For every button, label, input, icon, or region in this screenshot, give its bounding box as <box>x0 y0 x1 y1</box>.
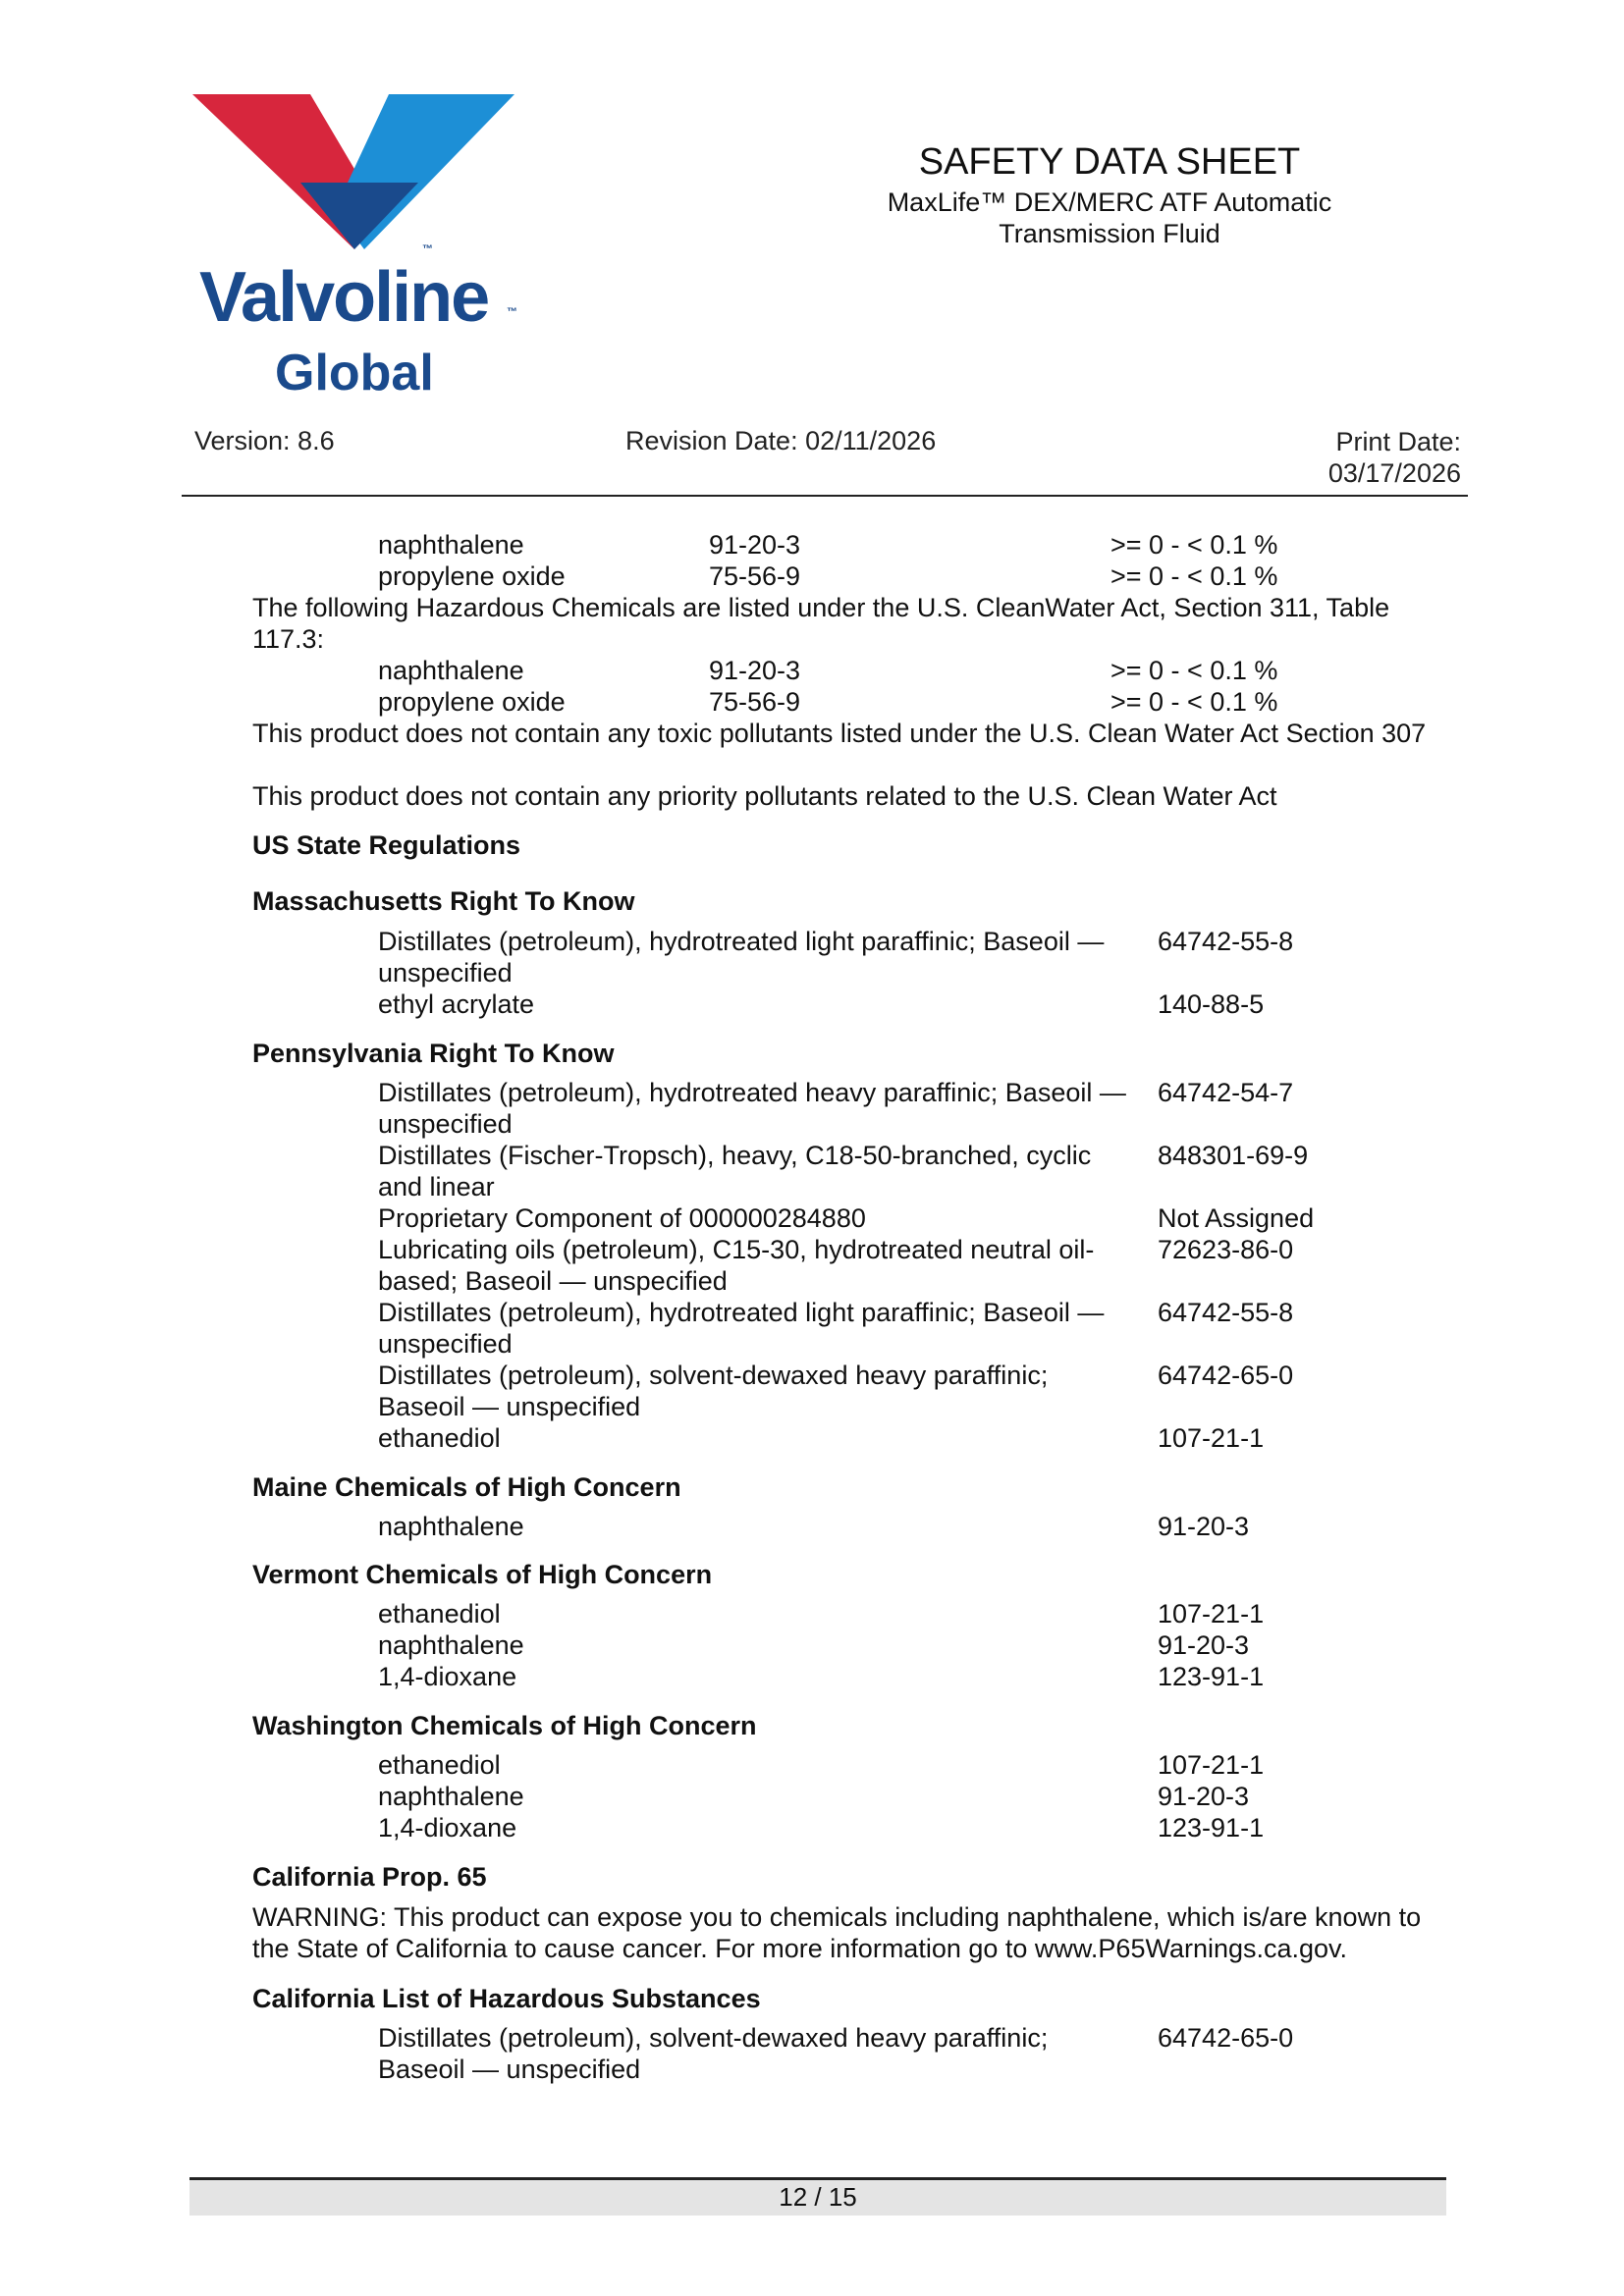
vt-item-name-2: 1,4-dioxane <box>378 1662 517 1691</box>
wa-item-name-1: naphthalene <box>378 1782 524 1811</box>
product-name-line2: Transmission Fluid <box>999 219 1220 248</box>
version: Version: 8.6 <box>194 426 335 455</box>
list-b-name-0: naphthalene <box>378 656 524 685</box>
print-date-value: 03/17/2026 <box>1327 458 1461 488</box>
ma-item-cas-1: 140-88-5 <box>1158 989 1265 1019</box>
cwa-priority-text: This product does not contain any priority pollutants related to the U.S. Clean Water Act <box>252 781 1277 811</box>
pa-item-cas-0: 64742-54-7 <box>1158 1078 1294 1107</box>
california-hazardous-heading: California List of Hazardous Substances <box>252 1984 761 2013</box>
vermont-heading: Vermont Chemicals of High Concern <box>252 1560 713 1589</box>
pa-item-name-2: Proprietary Component of 000000284880 <box>378 1203 866 1233</box>
california-prop65-heading: California Prop. 65 <box>252 1862 487 1892</box>
pa-item-name-0: Distillates (petroleum), hydrotreated heavy paraffinic; Baseoil — unspecified <box>378 1078 1126 1139</box>
wa-item-name-0: ethanediol <box>378 1750 501 1780</box>
vt-item-cas-0: 107-21-1 <box>1158 1599 1265 1629</box>
pa-item-name-6: ethanediol <box>378 1423 501 1453</box>
pa-item-cas-2: Not Assigned <box>1158 1203 1315 1233</box>
list-b-cas-0: 91-20-3 <box>709 656 801 685</box>
list-a-conc-0: >= 0 - < 0.1 % <box>1110 530 1278 560</box>
wa-item-cas-1: 91-20-3 <box>1158 1782 1250 1811</box>
vt-item-name-1: naphthalene <box>378 1630 524 1660</box>
page-number: 12 / 15 <box>779 2182 857 2212</box>
list-a-conc-1: >= 0 - < 0.1 % <box>1110 561 1278 591</box>
list-b-conc-0: >= 0 - < 0.1 % <box>1110 656 1278 685</box>
revision-date: Revision Date: 02/11/2026 <box>625 426 937 455</box>
ma-item-name-1: ethyl acrylate <box>378 989 535 1019</box>
list-b-cas-1: 75-56-9 <box>709 687 801 717</box>
print-date-label: Print Date: <box>1335 427 1461 456</box>
pa-item-cas-5: 64742-65-0 <box>1158 1361 1294 1390</box>
product-name <box>815 187 1404 249</box>
ma-item-name-0: Distillates (petroleum), hydrotreated light paraffinic; Baseoil — unspecified <box>378 927 1105 988</box>
cahs-item-name-0: Distillates (petroleum), solvent-dewaxed heavy paraffinic; Baseoil — unspecified <box>378 2023 1049 2084</box>
logo-navy-center <box>300 183 418 249</box>
pa-item-cas-4: 64742-55-8 <box>1158 1298 1294 1327</box>
print-date <box>1328 426 1461 489</box>
product-name-line1: MaxLife™ DEX/MERC ATF Automatic <box>887 187 1332 217</box>
brand-name-tm: ™ <box>507 306 517 318</box>
list-a-name-0: naphthalene <box>378 530 524 560</box>
ma-item-cas-0: 64742-55-8 <box>1158 927 1294 956</box>
us-state-regulations-heading: US State Regulations <box>252 830 521 860</box>
valvoline-logo-mark-icon <box>192 94 516 251</box>
massachusetts-heading: Massachusetts Right To Know <box>252 886 635 916</box>
list-b-name-1: propylene oxide <box>378 687 566 717</box>
cahs-item-cas-0: 64742-65-0 <box>1158 2023 1294 2053</box>
pa-item-cas-6: 107-21-1 <box>1158 1423 1265 1453</box>
list-a-cas-1: 75-56-9 <box>709 561 801 591</box>
list-a-cas-0: 91-20-3 <box>709 530 801 560</box>
pa-item-cas-1: 848301-69-9 <box>1158 1141 1309 1170</box>
california-prop65-warning: WARNING: This product can expose you to chemicals including naphthalene, which is/are known to the State of California to cause cancer. For more information go to www.P65Warnings.ca.gov. <box>252 1902 1422 1963</box>
washington-heading: Washington Chemicals of High Concern <box>252 1711 757 1740</box>
vt-item-cas-2: 123-91-1 <box>1158 1662 1265 1691</box>
pa-item-cas-3: 72623-86-0 <box>1158 1235 1294 1264</box>
pa-item-name-1: Distillates (Fischer-Tropsch), heavy, C18-50-branched, cyclic and linear <box>378 1141 1092 1201</box>
wa-item-cas-2: 123-91-1 <box>1158 1813 1265 1842</box>
pa-item-name-3: Lubricating oils (petroleum), C15-30, hydrotreated neutral oil-based; Baseoil — unspecified <box>378 1235 1095 1296</box>
wa-item-cas-0: 107-21-1 <box>1158 1750 1265 1780</box>
pa-item-name-5: Distillates (petroleum), solvent-dewaxed heavy paraffinic; Baseoil — unspecified <box>378 1361 1049 1421</box>
list-a-name-1: propylene oxide <box>378 561 566 591</box>
logo-mark-tm: ™ <box>422 243 433 255</box>
vt-item-cas-1: 91-20-3 <box>1158 1630 1250 1660</box>
cwa311-text: The following Hazardous Chemicals are listed under the U.S. CleanWater Act, Section 311, Table 117.3: <box>252 593 1390 654</box>
cwa307-text: This product does not contain any toxic pollutants listed under the U.S. Clean Water Act Section 307 <box>252 719 1427 748</box>
document-title: SAFETY DATA SHEET <box>918 141 1301 183</box>
pennsylvania-heading: Pennsylvania Right To Know <box>252 1039 615 1068</box>
header-divider <box>182 495 1468 497</box>
vt-item-name-0: ethanediol <box>378 1599 501 1629</box>
maine-heading: Maine Chemicals of High Concern <box>252 1472 681 1502</box>
list-b-conc-1: >= 0 - < 0.1 % <box>1110 687 1278 717</box>
me-item-name-0: naphthalene <box>378 1512 524 1541</box>
me-item-cas-0: 91-20-3 <box>1158 1512 1250 1541</box>
wa-item-name-2: 1,4-dioxane <box>378 1813 517 1842</box>
brand-name: Valvoline <box>199 258 489 337</box>
pa-item-name-4: Distillates (petroleum), hydrotreated light paraffinic; Baseoil — unspecified <box>378 1298 1105 1359</box>
brand-sub: Global <box>275 345 434 401</box>
